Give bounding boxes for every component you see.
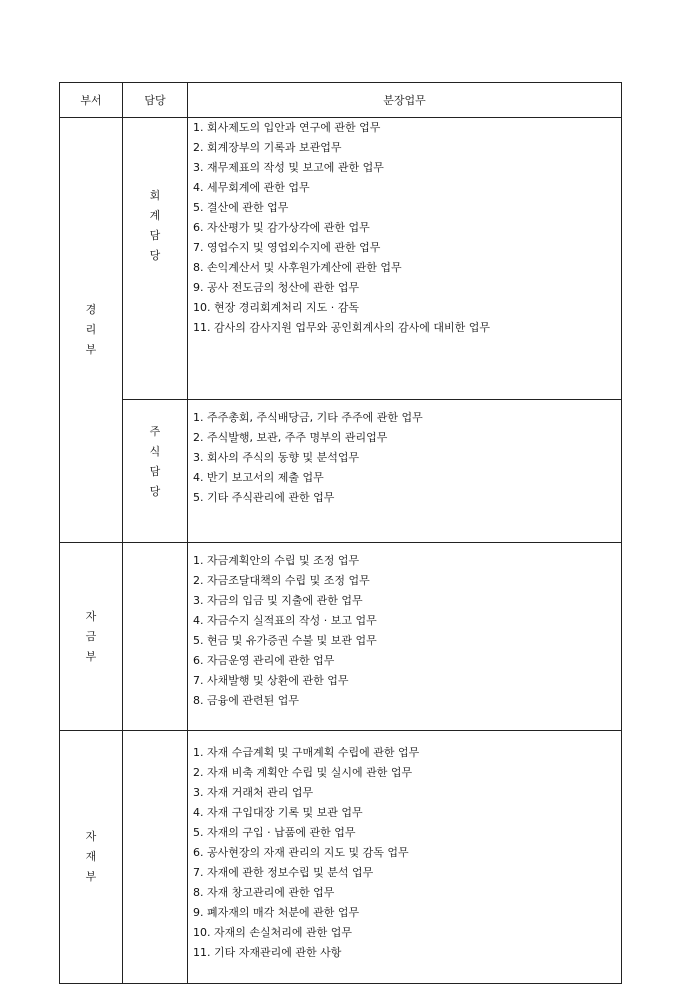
duty-list-stock (188, 400, 622, 543)
list-item: 3. 회사의 주식의 동향 및 분석업무 (193, 451, 360, 464)
list-item: 3. 자재 거래처 관리 업무 (193, 786, 314, 799)
role-char: 담 (149, 465, 161, 478)
list-item: 7. 자재에 관한 정보수립 및 분석 업무 (193, 866, 374, 879)
row-funds (60, 543, 622, 731)
list-item: 7. 영업수지 및 영업외수지에 관한 업무 (193, 241, 381, 254)
dept-char: 부 (85, 870, 97, 883)
list-item: 9. 폐자재의 매각 처분에 관한 업무 (193, 906, 360, 919)
row-materials (60, 731, 622, 984)
dept-char: 부 (85, 343, 97, 356)
dept-cell-finance (60, 118, 123, 543)
role-cell-empty (123, 543, 188, 731)
role-char: 당 (149, 249, 161, 262)
dept-char: 부 (85, 649, 97, 663)
list-item: 8. 손익계산서 및 사후원가계산에 관한 업무 (193, 261, 402, 274)
header-dept: 부서 (60, 83, 123, 118)
role-char: 회 (149, 189, 161, 202)
list-item: 5. 현금 및 유가증권 수불 및 보관 업무 (193, 634, 377, 647)
role-char: 주 (149, 425, 161, 438)
list-item: 9. 공사 전도금의 청산에 관한 업무 (193, 281, 360, 294)
list-item: 11. 감사의 감사지원 업무와 공인회계사의 감사에 대비한 업무 (193, 321, 490, 334)
duty-list-funds (188, 543, 622, 731)
role-cell-stock (123, 400, 188, 543)
dept-char: 자 (85, 609, 97, 623)
header-duties: 분장업무 (188, 83, 622, 118)
row-stock (60, 400, 622, 543)
dept-cell-materials (60, 731, 123, 984)
list-item: 5. 자재의 구입 · 납품에 관한 업무 (193, 826, 356, 839)
list-item: 1. 자재 수급계획 및 구매계획 수립에 관한 업무 (193, 746, 420, 759)
duty-list-materials (188, 731, 622, 984)
header-role: 담당 (123, 83, 188, 118)
list-item: 4. 반기 보고서의 제출 업무 (193, 471, 324, 484)
role-char: 담 (149, 229, 161, 242)
role-char: 당 (149, 485, 161, 498)
list-item: 7. 사채발행 및 상환에 관한 업무 (193, 674, 349, 687)
list-item: 6. 자금운영 관리에 관한 업무 (193, 654, 335, 667)
list-item: 4. 세무회계에 관한 업무 (193, 181, 310, 194)
role-cell-accounting (123, 118, 188, 400)
duty-allocation-table (59, 82, 622, 984)
list-item: 2. 자재 비축 계획안 수립 및 실시에 관한 업무 (193, 766, 413, 779)
list-item: 8. 금융에 관련된 업무 (193, 694, 299, 707)
list-item: 3. 재무제표의 작성 및 보고에 관한 업무 (193, 161, 384, 174)
list-item: 4. 자재 구입대장 기록 및 보관 업무 (193, 806, 363, 819)
dept-char: 자 (85, 830, 97, 843)
list-item: 2. 회계장부의 기록과 보관업무 (193, 141, 342, 154)
role-char: 계 (149, 209, 161, 222)
dept-char: 재 (85, 850, 97, 863)
list-item: 1. 주주총회, 주식배당금, 기타 주주에 관한 업무 (193, 411, 423, 424)
list-item: 2. 주식발행, 보관, 주주 명부의 관리업무 (193, 431, 388, 444)
row-accounting (60, 118, 622, 400)
dept-char: 금 (85, 629, 97, 643)
dept-char: 경 (85, 303, 97, 316)
list-item: 10. 자재의 손실처리에 관한 업무 (193, 926, 352, 939)
list-item: 1. 회사제도의 입안과 연구에 관한 업무 (193, 121, 381, 134)
list-item: 6. 자산평가 및 감가상각에 관한 업무 (193, 221, 370, 234)
list-item: 2. 자금조달대책의 수립 및 조정 업무 (193, 574, 370, 587)
dept-char: 리 (85, 323, 97, 336)
dept-cell-funds (60, 543, 123, 731)
list-item: 11. 기타 자재관리에 관한 사항 (193, 946, 342, 959)
duty-list-accounting (188, 118, 622, 400)
list-item: 6. 공사현장의 자재 관리의 지도 및 감독 업무 (193, 846, 409, 859)
list-item: 8. 자재 창고관리에 관한 업무 (193, 886, 335, 899)
list-item: 5. 기타 주식관리에 관한 업무 (193, 491, 335, 504)
role-char: 식 (149, 445, 161, 458)
list-item: 10. 현장 경리회계처리 지도 · 감독 (193, 301, 359, 314)
list-item: 1. 자금계획안의 수립 및 조정 업무 (193, 554, 360, 567)
list-item: 5. 결산에 관한 업무 (193, 201, 289, 214)
list-item: 4. 자금수지 실적표의 작성 · 보고 업무 (193, 614, 377, 627)
list-item: 3. 자금의 입금 및 지출에 관한 업무 (193, 594, 363, 607)
header-row (60, 83, 622, 118)
role-cell-empty (123, 731, 188, 984)
